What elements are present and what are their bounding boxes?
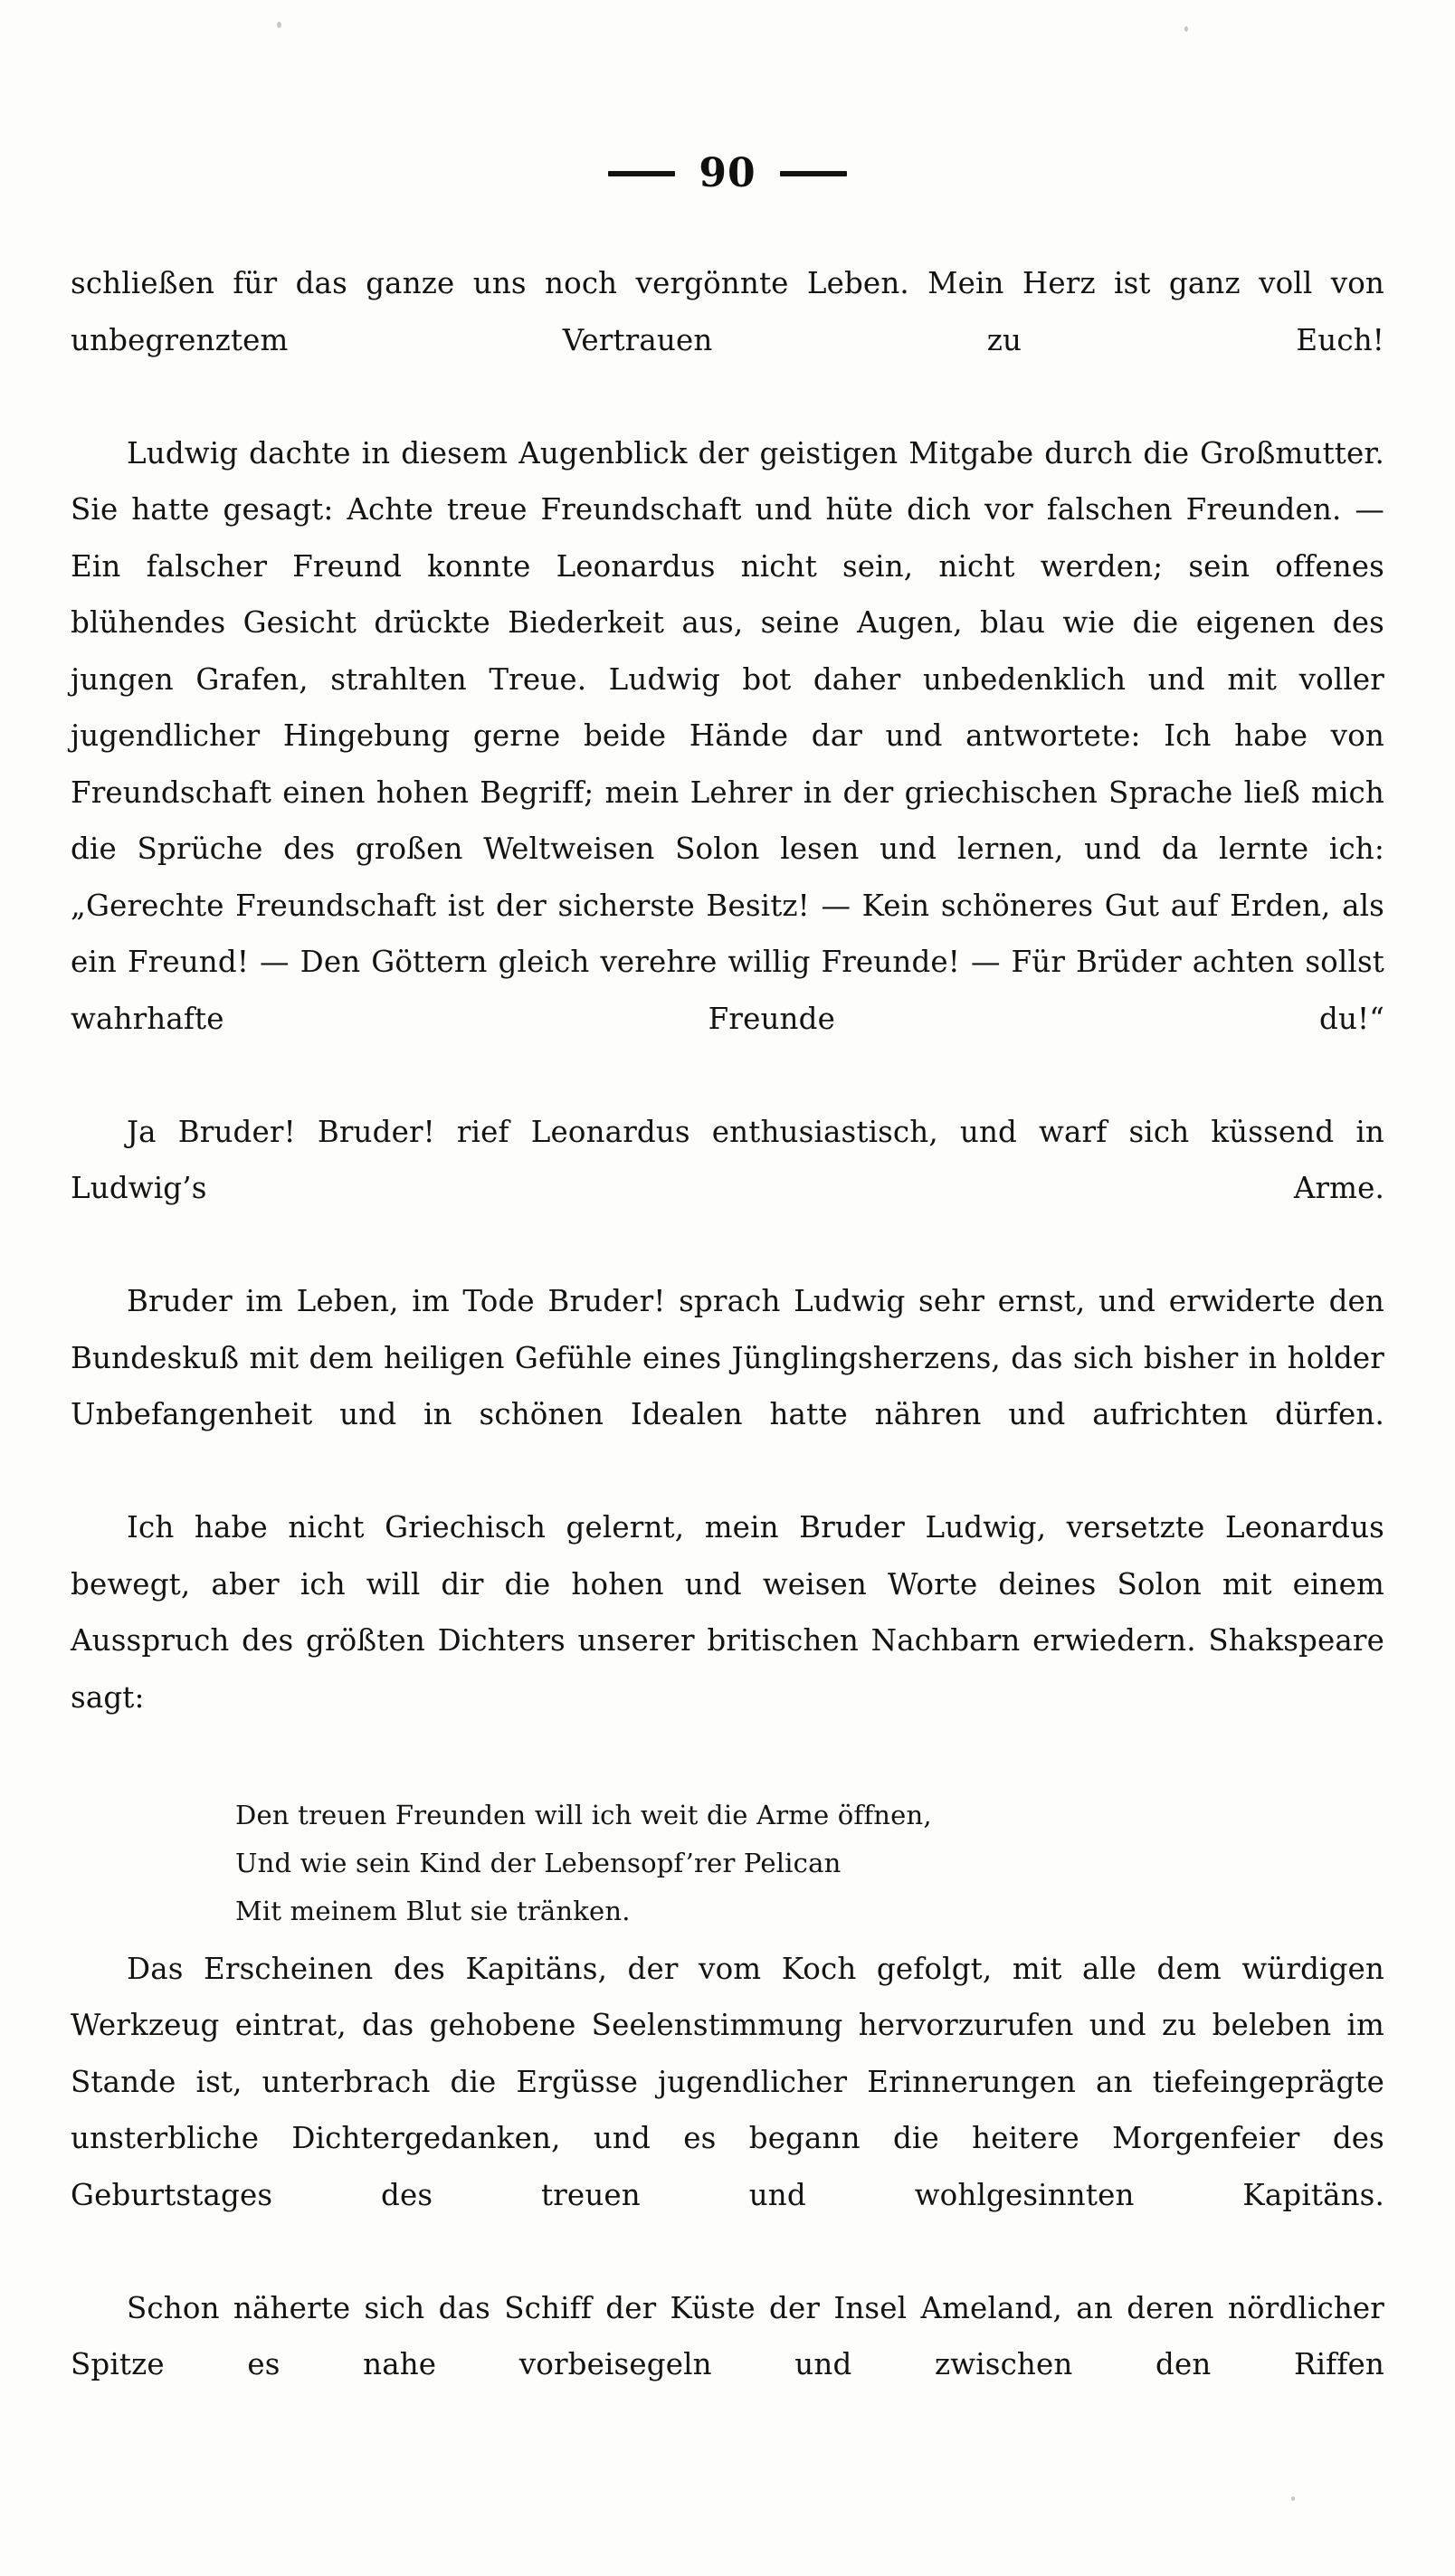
page-header [0,150,1455,196]
header-rule-left [608,171,675,176]
body-text [71,255,1384,2449]
verse-line: Mit meinem Blut sie tränken. [235,1895,631,1926]
paragraph: Schon näherte sich das Schiff der Küste der Insel Ameland, an deren nördlicher Spitze es nahe vorbeisegeln und zwischen den Riffen [71,2290,1384,2381]
paragraph: Das Erscheinen des Kapitäns, der vom Koch gefolgt, mit alle dem würdigen Werkzeug eintrat, das gehobene Seelenstimmung hervorzurufen und zu beleben im Stande ist, unterbrach die Ergüsse jugendlicher Erinnerungen an tiefeingeprägte unsterbliche Dichtergedanken, und es begann die heitere Morgenfeier des Geburtstages des treuen und wohlgesinnten Kapitäns. [71,1951,1384,2212]
verse-line: Den treuen Freunden will ich weit die Arme öffnen, [235,1799,932,1830]
header-rule-right [780,171,847,176]
paragraph: Ludwig dachte in diesem Augenblick der geistigen Mitgabe durch die Großmutter. Sie hatte gesagt: Achte treue Freundschaft und hüte dich vor falschen Freunden. — Ein falscher Freund konnte Leonardus nicht sein, nicht werden; sein offenes blühendes Gesicht drückte Biederkeit aus, seine Augen, blau wie die eigenen des jungen Grafen, strahlten Treue. Ludwig bot daher unbedenklich und mit voller jugendlicher Hingebung gerne beide Hände dar und antwortete: Ich habe von Freundschaft einen hohen Begriff; mein Lehrer in der griechischen Sprache ließ mich die Sprüche des großen Weltweisen Solon lesen und lernen, und da lernte ich: „Gerechte Freundschaft ist der sicherste Besitz! — Kein schöneres Gut auf Erden, als ein Freund! — Den Göttern gleich verehre willig Freunde! — Für Brüder achten sollst wahrhafte Freunde du!“ [71,435,1384,1036]
scan-speck [1184,26,1188,32]
paragraph: Ich habe nicht Griechisch gelernt, mein Bruder Ludwig, versetzte Leonardus bewegt, aber ich will dir die hohen und weisen Worte deines Solon mit einem Ausspruch des größten Dichters unserer britischen Nachbarn erwiedern. Shakspeare sagt: [71,1510,1384,1715]
scan-speck [277,22,281,28]
paragraph: Bruder im Leben, im Tode Bruder! sprach Ludwig sehr ernst, und erwiderte den Bundeskuß mit dem heiligen Gefühle eines Jünglingsherzens, das sich bisher in holder Unbefangenheit und in schönen Idealen hatte nähren und aufrichten dürfen. [71,1284,1384,1431]
paragraph: schließen für das ganze uns noch vergönnte Leben. Mein Herz ist ganz voll von unbegrenztem Vertrauen zu Euch! [71,266,1384,357]
paragraph: Ja Bruder! Bruder! rief Leonardus enthusiastisch, und warf sich küssend in Ludwig’s Arme. [71,1114,1384,1205]
page-number: 90 [699,150,756,196]
verse-block [71,1792,1384,1935]
scan-speck [1291,2496,1295,2501]
verse-line: Und wie sein Kind der Lebensopf’rer Pelican [235,1847,842,1878]
